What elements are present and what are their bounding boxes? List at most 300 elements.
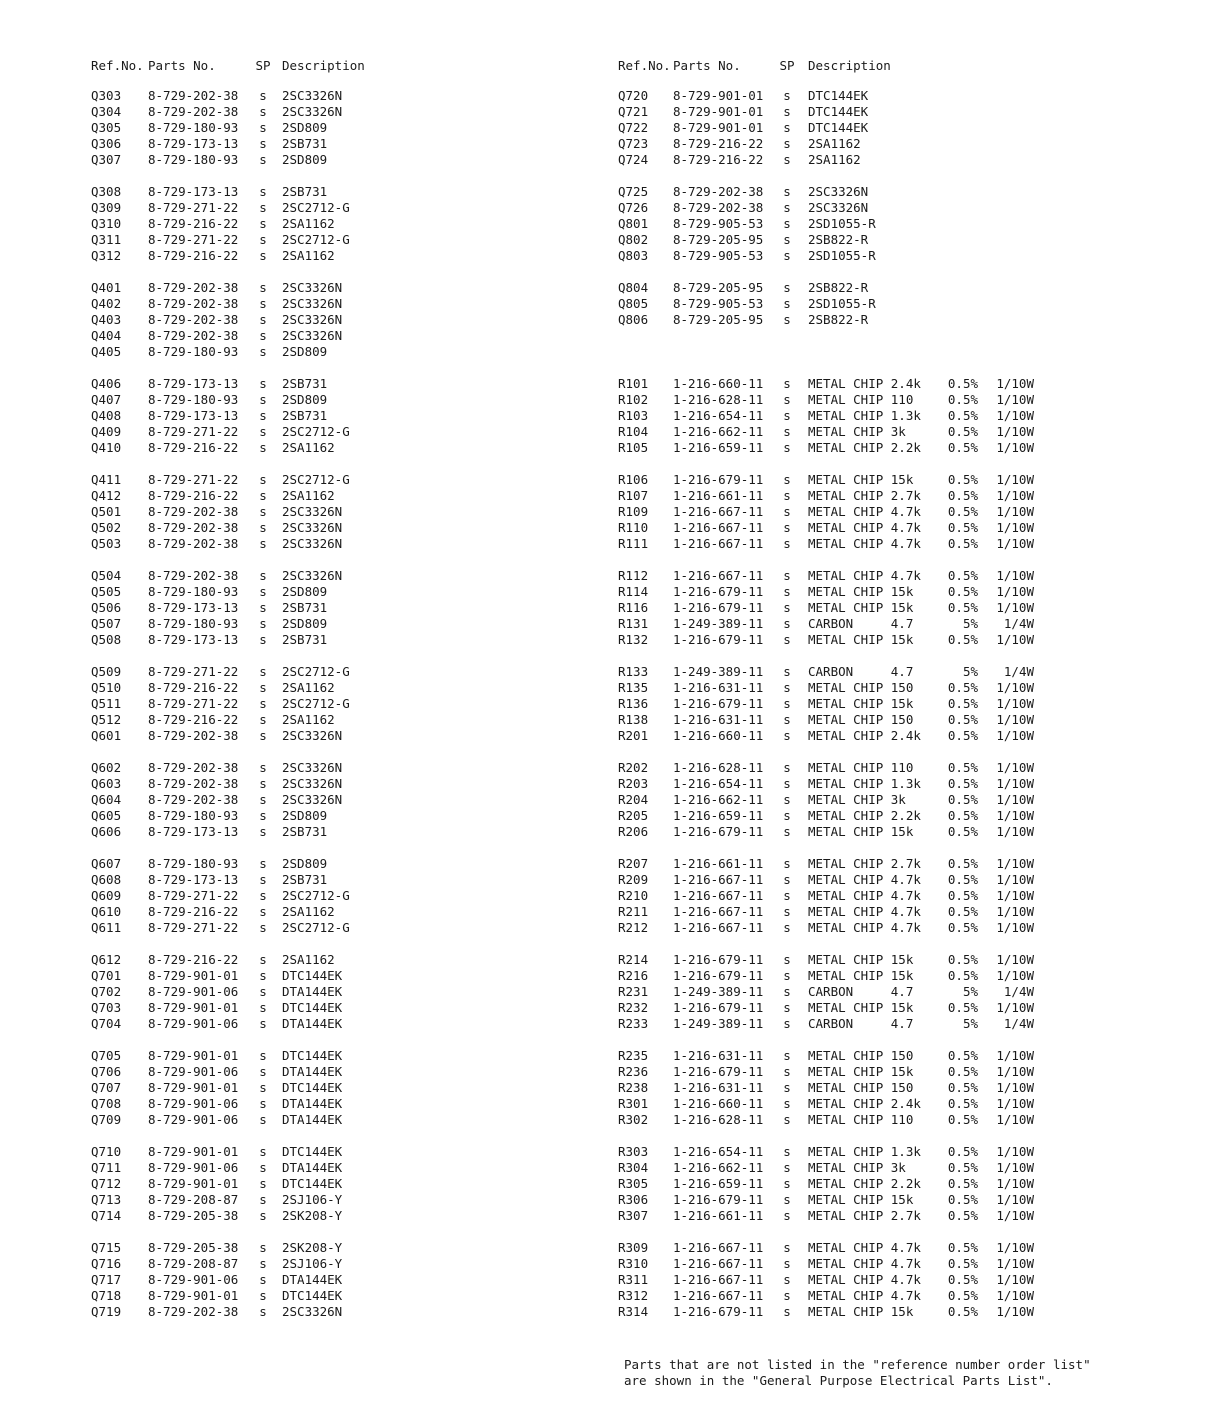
sp: s	[783, 1000, 791, 1015]
parts-no: 8-729-202-38	[148, 760, 239, 775]
ref-no: Q312	[91, 248, 122, 263]
wattage: 1/10W	[996, 968, 1034, 983]
table-row	[618, 808, 1138, 824]
tolerance: 0.5%	[947, 680, 978, 695]
description: METAL CHIP 4.7k	[808, 504, 921, 519]
table-row	[618, 408, 1138, 424]
ref-no: Q718	[91, 1288, 122, 1303]
table-row	[91, 520, 561, 536]
ref-no: R202	[618, 760, 649, 775]
sp: s	[783, 312, 791, 327]
wattage: 1/4W	[1003, 664, 1034, 679]
parts-no: 8-729-216-22	[148, 216, 239, 231]
description: METAL CHIP 15k	[808, 824, 914, 839]
parts-group	[618, 760, 1138, 840]
description: METAL CHIP 4.7k	[808, 520, 921, 535]
parts-no: 8-729-901-06	[148, 1096, 239, 1111]
table-row	[618, 920, 1138, 936]
parts-no: 8-729-202-38	[148, 280, 239, 295]
table-row	[618, 872, 1138, 888]
parts-no: 1-249-389-11	[673, 664, 764, 679]
parts-group	[618, 568, 1138, 648]
description: METAL CHIP 15k	[808, 632, 914, 647]
table-row	[618, 344, 1138, 360]
description: 2SC3326N	[282, 568, 343, 583]
parts-group	[91, 88, 561, 168]
wattage: 1/10W	[996, 1112, 1034, 1127]
description: 2SB822-R	[808, 312, 869, 327]
sp: s	[783, 184, 791, 199]
description: METAL CHIP 15k	[808, 1064, 914, 1079]
ref-no: Q703	[91, 1000, 122, 1015]
table-row	[91, 248, 561, 264]
parts-no: 8-729-173-13	[148, 136, 239, 151]
parts-no: 1-216-628-11	[673, 1112, 764, 1127]
sp: s	[259, 408, 267, 423]
table-row	[618, 1240, 1138, 1256]
sp: s	[783, 104, 791, 119]
parts-no: 8-729-202-38	[148, 536, 239, 551]
parts-no: 8-729-202-38	[673, 184, 764, 199]
wattage: 1/10W	[996, 824, 1034, 839]
ref-no: R314	[618, 1304, 649, 1319]
parts-no: 1-216-631-11	[673, 1048, 764, 1063]
description: 2SC3326N	[808, 200, 869, 215]
description: 2SA1162	[282, 904, 335, 919]
ref-no: R102	[618, 392, 649, 407]
table-row	[618, 600, 1138, 616]
description: METAL CHIP 2.7k	[808, 488, 921, 503]
ref-no: Q404	[91, 328, 122, 343]
parts-group	[618, 184, 1138, 264]
table-row	[91, 1144, 561, 1160]
table-row	[618, 984, 1138, 1000]
table-row	[91, 856, 561, 872]
table-row	[91, 984, 561, 1000]
parts-group	[91, 472, 561, 552]
description: DTC144EK	[282, 1000, 343, 1015]
description: METAL CHIP 3k	[808, 792, 906, 807]
ref-no: Q721	[618, 104, 649, 119]
table-row	[91, 1176, 561, 1192]
table-row	[91, 1304, 561, 1320]
tolerance: 0.5%	[947, 1288, 978, 1303]
parts-no: 1-216-659-11	[673, 808, 764, 823]
footnote: Parts that are not listed in the "reference number order list" are shown in the "General Purpose Electrical Parts List".	[624, 1357, 1091, 1388]
sp: s	[259, 328, 267, 343]
description: 2SC3326N	[282, 1304, 343, 1319]
table-row	[618, 1272, 1138, 1288]
description: METAL CHIP 4.7k	[808, 1240, 921, 1255]
description: 2SD809	[282, 616, 328, 631]
parts-no: 8-729-205-38	[148, 1240, 239, 1255]
table-row	[91, 952, 561, 968]
wattage: 1/10W	[996, 600, 1034, 615]
table-row	[618, 504, 1138, 520]
parts-no: 8-729-901-06	[148, 1112, 239, 1127]
table-row	[91, 712, 561, 728]
tolerance: 0.5%	[947, 920, 978, 935]
ref-no: R111	[618, 536, 649, 551]
ref-no: R214	[618, 952, 649, 967]
parts-no: 8-729-173-13	[148, 824, 239, 839]
ref-no: R106	[618, 472, 649, 487]
ref-no: R131	[618, 616, 649, 631]
tolerance: 0.5%	[947, 1160, 978, 1175]
parts-no: 8-729-208-87	[148, 1192, 239, 1207]
header-sp: SP	[779, 58, 795, 73]
wattage: 1/10W	[996, 504, 1034, 519]
table-row	[91, 600, 561, 616]
table-row	[91, 616, 561, 632]
parts-group	[91, 568, 561, 648]
sp: s	[783, 1240, 791, 1255]
wattage: 1/10W	[996, 1208, 1034, 1223]
parts-no: 8-729-901-06	[148, 1160, 239, 1175]
ref-no: R204	[618, 792, 649, 807]
description: 2SC3326N	[282, 728, 343, 743]
sp: s	[259, 1304, 267, 1319]
sp: s	[259, 920, 267, 935]
table-row	[618, 152, 1138, 168]
description: METAL CHIP 15k	[808, 968, 914, 983]
ref-no: Q502	[91, 520, 122, 535]
wattage: 1/10W	[996, 1192, 1034, 1207]
parts-no: 1-216-679-11	[673, 472, 764, 487]
parts-no: 8-729-202-38	[148, 504, 239, 519]
wattage: 1/10W	[996, 1048, 1034, 1063]
tolerance: 0.5%	[947, 488, 978, 503]
sp: s	[259, 440, 267, 455]
table-row	[91, 312, 561, 328]
parts-group	[91, 664, 561, 744]
parts-no: 8-729-901-01	[148, 1176, 239, 1191]
table-row	[91, 392, 561, 408]
parts-group	[91, 952, 561, 1032]
table-row	[91, 824, 561, 840]
parts-group	[618, 1048, 1138, 1128]
wattage: 1/10W	[996, 808, 1034, 823]
sp: s	[259, 1208, 267, 1223]
sp: s	[259, 888, 267, 903]
sp: s	[259, 1064, 267, 1079]
description: 2SC2712-G	[282, 200, 350, 215]
tolerance: 0.5%	[947, 424, 978, 439]
ref-no: Q512	[91, 712, 122, 727]
ref-no: Q504	[91, 568, 122, 583]
parts-no: 1-216-679-11	[673, 584, 764, 599]
table-row	[618, 1208, 1138, 1224]
parts-no: 8-729-180-93	[148, 120, 239, 135]
ref-no: R212	[618, 920, 649, 935]
parts-no: 1-216-631-11	[673, 680, 764, 695]
tolerance: 5%	[962, 1016, 978, 1031]
parts-no: 1-216-654-11	[673, 408, 764, 423]
parts-group	[618, 856, 1138, 936]
description: DTC144EK	[282, 1176, 343, 1191]
sp: s	[259, 392, 267, 407]
wattage: 1/10W	[996, 1144, 1034, 1159]
sp: s	[783, 712, 791, 727]
ref-no: Q802	[618, 232, 649, 247]
description: 2SD1055-R	[808, 296, 876, 311]
sp: s	[259, 1240, 267, 1255]
table-row	[91, 632, 561, 648]
sp: s	[259, 472, 267, 487]
sp: s	[259, 904, 267, 919]
parts-no: 8-729-173-13	[148, 408, 239, 423]
description: METAL CHIP 15k	[808, 696, 914, 711]
wattage: 1/10W	[996, 888, 1034, 903]
table-row	[91, 1208, 561, 1224]
ref-no: Q501	[91, 504, 122, 519]
sp: s	[783, 600, 791, 615]
table-row	[618, 1016, 1138, 1032]
sp: s	[783, 792, 791, 807]
parts-no: 8-729-905-53	[673, 296, 764, 311]
description: METAL CHIP 15k	[808, 600, 914, 615]
table-row	[618, 88, 1138, 104]
parts-no: 8-729-216-22	[148, 712, 239, 727]
ref-no: R216	[618, 968, 649, 983]
sp: s	[783, 856, 791, 871]
tolerance: 0.5%	[947, 1064, 978, 1079]
parts-no: 8-729-173-13	[148, 184, 239, 199]
table-row	[618, 1160, 1138, 1176]
table-row	[618, 1256, 1138, 1272]
header-ref-no: Ref.No.	[618, 58, 671, 73]
table-row	[618, 712, 1138, 728]
sp: s	[783, 984, 791, 999]
ref-no: Q803	[618, 248, 649, 263]
tolerance: 0.5%	[947, 824, 978, 839]
description: DTC144EK	[282, 968, 343, 983]
parts-group	[91, 760, 561, 840]
sp: s	[259, 184, 267, 199]
sp: s	[259, 232, 267, 247]
ref-no: R238	[618, 1080, 649, 1095]
sp: s	[783, 472, 791, 487]
description: DTA144EK	[282, 1064, 343, 1079]
table-row	[91, 888, 561, 904]
sp: s	[783, 616, 791, 631]
table-row	[91, 200, 561, 216]
table-row	[91, 408, 561, 424]
tolerance: 0.5%	[947, 872, 978, 887]
description: DTA144EK	[282, 1096, 343, 1111]
description: 2SB731	[282, 824, 328, 839]
sp: s	[259, 88, 267, 103]
table-row	[618, 1176, 1138, 1192]
table-row	[618, 312, 1138, 328]
description: DTA144EK	[282, 1160, 343, 1175]
description: 2SC2712-G	[282, 472, 350, 487]
wattage: 1/10W	[996, 1064, 1034, 1079]
ref-no: Q709	[91, 1112, 122, 1127]
table-row	[91, 1256, 561, 1272]
parts-no: 8-729-901-01	[148, 1048, 239, 1063]
description: 2SB822-R	[808, 232, 869, 247]
sp: s	[783, 632, 791, 647]
ref-no: Q509	[91, 664, 122, 679]
tolerance: 0.5%	[947, 856, 978, 871]
ref-no: Q704	[91, 1016, 122, 1031]
parts-no: 8-729-216-22	[148, 904, 239, 919]
table-row	[91, 504, 561, 520]
parts-no: 8-729-202-38	[148, 568, 239, 583]
parts-no: 8-729-180-93	[148, 808, 239, 823]
wattage: 1/10W	[996, 1304, 1034, 1319]
table-row	[91, 872, 561, 888]
sp: s	[259, 136, 267, 151]
parts-no: 8-729-271-22	[148, 472, 239, 487]
tolerance: 0.5%	[947, 1240, 978, 1255]
sp: s	[783, 1272, 791, 1287]
ref-no: Q602	[91, 760, 122, 775]
sp: s	[259, 104, 267, 119]
sp: s	[783, 1192, 791, 1207]
parts-no: 8-729-271-22	[148, 232, 239, 247]
description: 2SC2712-G	[282, 664, 350, 679]
sp: s	[259, 600, 267, 615]
ref-no: Q311	[91, 232, 122, 247]
sp: s	[783, 888, 791, 903]
sp: s	[783, 296, 791, 311]
tolerance: 0.5%	[947, 1208, 978, 1223]
left-parts-list	[91, 88, 561, 1320]
description: 2SA1162	[282, 216, 335, 231]
description: DTC144EK	[282, 1080, 343, 1095]
wattage: 1/10W	[996, 408, 1034, 423]
description: METAL CHIP 1.3k	[808, 1144, 921, 1159]
description: METAL CHIP 4.7k	[808, 872, 921, 887]
table-row	[91, 728, 561, 744]
table-row	[618, 792, 1138, 808]
tolerance: 0.5%	[947, 1000, 978, 1015]
tolerance: 0.5%	[947, 808, 978, 823]
table-row	[618, 584, 1138, 600]
sp: s	[783, 216, 791, 231]
parts-no: 1-216-661-11	[673, 488, 764, 503]
tolerance: 0.5%	[947, 1304, 978, 1319]
ref-no: Q410	[91, 440, 122, 455]
parts-group	[91, 856, 561, 936]
description: 2SK208-Y	[282, 1208, 343, 1223]
ref-no: R306	[618, 1192, 649, 1207]
parts-no: 1-249-389-11	[673, 1016, 764, 1031]
parts-no: 8-729-271-22	[148, 664, 239, 679]
table-row	[91, 1192, 561, 1208]
table-row	[91, 296, 561, 312]
table-row	[618, 1000, 1138, 1016]
wattage: 1/10W	[996, 696, 1034, 711]
ref-no: Q612	[91, 952, 122, 967]
description: METAL CHIP 150	[808, 680, 914, 695]
sp: s	[259, 1288, 267, 1303]
description: 2SC3326N	[282, 280, 343, 295]
ref-no: R301	[618, 1096, 649, 1111]
ref-no: Q405	[91, 344, 122, 359]
left-parts-column	[91, 58, 561, 1336]
table-row	[91, 776, 561, 792]
ref-no: R114	[618, 584, 649, 599]
description: METAL CHIP 2.4k	[808, 376, 921, 391]
wattage: 1/10W	[996, 1000, 1034, 1015]
sp: s	[259, 312, 267, 327]
sp: s	[783, 536, 791, 551]
description: 2SC3326N	[282, 296, 343, 311]
description: 2SC3326N	[282, 104, 343, 119]
sp: s	[783, 952, 791, 967]
description: METAL CHIP 15k	[808, 1304, 914, 1319]
description: 2SC3326N	[282, 776, 343, 791]
tolerance: 0.5%	[947, 888, 978, 903]
table-row	[618, 184, 1138, 200]
parts-no: 8-729-205-38	[148, 1208, 239, 1223]
description: DTC144EK	[282, 1144, 343, 1159]
ref-no: R209	[618, 872, 649, 887]
parts-no: 1-216-660-11	[673, 728, 764, 743]
ref-no: Q411	[91, 472, 122, 487]
description: CARBON 4.7	[808, 664, 914, 679]
parts-no: 1-216-631-11	[673, 712, 764, 727]
table-row	[618, 952, 1138, 968]
tolerance: 5%	[962, 664, 978, 679]
table-row	[91, 1064, 561, 1080]
parts-no: 8-729-180-93	[148, 392, 239, 407]
table-row	[91, 152, 561, 168]
parts-no: 1-216-679-11	[673, 1064, 764, 1079]
ref-no: Q719	[91, 1304, 122, 1319]
table-row	[91, 424, 561, 440]
parts-no: 8-729-202-38	[148, 328, 239, 343]
table-row	[91, 968, 561, 984]
description: 2SC3326N	[282, 536, 343, 551]
tolerance: 0.5%	[947, 728, 978, 743]
parts-no: 1-249-389-11	[673, 616, 764, 631]
description: METAL CHIP 4.7k	[808, 920, 921, 935]
description: METAL CHIP 2.2k	[808, 1176, 921, 1191]
ref-no: Q726	[618, 200, 649, 215]
description: CARBON 4.7	[808, 616, 914, 631]
description: 2SD1055-R	[808, 248, 876, 263]
ref-no: R205	[618, 808, 649, 823]
table-row	[618, 904, 1138, 920]
table-row	[91, 1048, 561, 1064]
parts-group	[91, 1144, 561, 1224]
description: 2SD1055-R	[808, 216, 876, 231]
table-row	[91, 1288, 561, 1304]
tolerance: 0.5%	[947, 1256, 978, 1271]
ref-no: Q303	[91, 88, 122, 103]
sp: s	[259, 1016, 267, 1031]
parts-no: 8-729-271-22	[148, 888, 239, 903]
wattage: 1/10W	[996, 1272, 1034, 1287]
ref-no: Q605	[91, 808, 122, 823]
parts-no: 1-216-654-11	[673, 776, 764, 791]
header-description: Description	[808, 58, 891, 73]
table-row	[618, 696, 1138, 712]
sp: s	[259, 776, 267, 791]
wattage: 1/10W	[996, 1288, 1034, 1303]
parts-no: 1-216-667-11	[673, 1256, 764, 1271]
parts-group	[91, 280, 561, 360]
ref-no: R109	[618, 504, 649, 519]
header-description: Description	[282, 58, 365, 73]
table-row	[618, 120, 1138, 136]
sp: s	[783, 232, 791, 247]
parts-no: 1-216-667-11	[673, 920, 764, 935]
